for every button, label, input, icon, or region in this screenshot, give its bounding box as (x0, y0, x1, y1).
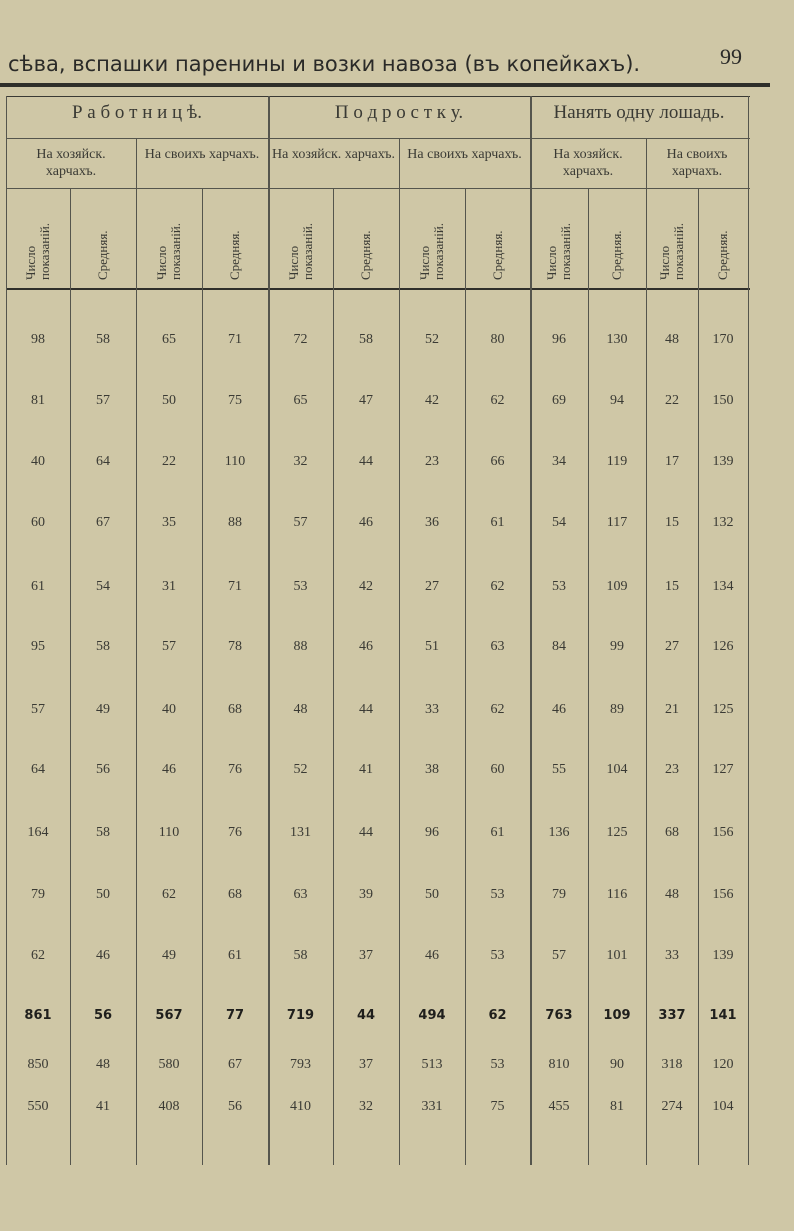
table-cell: 27 (665, 639, 679, 654)
table-cell: 46 (425, 948, 439, 963)
table-cell: 850 (27, 1057, 49, 1072)
table-cell: 39 (359, 887, 373, 902)
column-header-line: Число (417, 245, 432, 280)
column-line (268, 96, 270, 1165)
column-header-line: показаній. (299, 222, 315, 280)
table-cell: 49 (162, 948, 176, 963)
table-cell: 42 (425, 393, 439, 408)
total-cell: 62 (488, 1008, 507, 1023)
column-header: Средняя. (489, 230, 505, 280)
column-header (418, 188, 446, 280)
table-cell: 62 (490, 579, 505, 594)
table-cell: 75 (228, 393, 242, 408)
table-cell: 36 (425, 515, 439, 530)
table-cell: 58 (96, 639, 110, 654)
table-cell: 66 (490, 454, 505, 469)
table-cell: 75 (490, 1099, 505, 1114)
table-cell: 54 (552, 515, 566, 530)
table-cell: 52 (293, 762, 308, 777)
subgroup-header: На своихъ харчахъ. (407, 147, 522, 162)
table-cell: 88 (228, 515, 242, 530)
table-cell: 96 (425, 825, 439, 840)
table-cell: 15 (665, 515, 679, 530)
table-cell: 15 (665, 579, 679, 594)
table-cell: 57 (552, 948, 566, 963)
table-cell: 136 (548, 825, 570, 840)
table-cell: 116 (606, 887, 628, 902)
column-header: Средняя. (609, 230, 624, 280)
table-cell: 65 (293, 393, 308, 408)
table-cell: 62 (490, 702, 505, 717)
table-cell: 46 (162, 762, 176, 777)
table-cell: 22 (162, 454, 176, 469)
table-cell: 120 (712, 1057, 734, 1072)
table-cell: 79 (552, 887, 566, 902)
column-header: Средняя. (227, 230, 242, 280)
table-cell: 47 (359, 393, 373, 408)
subgroup-header: На хозяйск. харчахъ. (36, 147, 106, 179)
table-cell: 101 (606, 948, 628, 963)
column-header-line: показаній. (431, 222, 446, 280)
top-rule (0, 83, 770, 87)
table-cell: 41 (359, 762, 373, 777)
table-cell: 55 (552, 762, 566, 777)
table-cell: 98 (31, 332, 45, 347)
table-cell: 104 (606, 762, 628, 777)
table-cell: 274 (661, 1099, 683, 1114)
table-cell: 64 (31, 762, 45, 777)
table-cell: 132 (712, 515, 734, 530)
table-cell: 52 (425, 332, 439, 347)
table-cell: 125 (606, 825, 628, 840)
table-cell: 89 (610, 702, 624, 717)
table-cell: 58 (96, 332, 110, 347)
table-cell: 56 (228, 1099, 242, 1114)
table-cell: 42 (359, 579, 373, 594)
column-header (658, 188, 686, 280)
table-cell: 71 (228, 579, 242, 594)
table-top-line (6, 96, 750, 97)
table-cell: 60 (31, 515, 45, 530)
group-divider (6, 138, 750, 139)
table-cell: 410 (290, 1099, 311, 1114)
total-cell: 567 (155, 1008, 183, 1023)
column-header (545, 188, 573, 280)
table-cell: 80 (490, 332, 505, 347)
total-cell: 763 (545, 1008, 573, 1023)
table-cell: 62 (31, 948, 45, 963)
table-cell: 44 (359, 825, 373, 840)
table-cell: 156 (712, 825, 734, 840)
table-cell: 44 (359, 702, 373, 717)
table-cell: 33 (665, 948, 679, 963)
table-cell: 126 (712, 639, 734, 654)
table-cell: 793 (290, 1057, 311, 1072)
table-cell: 110 (224, 454, 246, 469)
table-cell: 79 (31, 887, 45, 902)
column-header-line: Число (544, 245, 559, 280)
table-cell: 134 (712, 579, 734, 594)
table-cell: 150 (712, 393, 734, 408)
running-head: сѣва, вспашки паренины и возки навоза (въ копейкахъ). (8, 52, 641, 76)
header-bottom-rule (6, 288, 750, 290)
column-header-line: Число (23, 245, 38, 280)
table-cell: 61 (31, 579, 45, 594)
table-cell: 32 (293, 454, 308, 469)
table-cell: 78 (228, 639, 242, 654)
table-cell: 50 (425, 887, 439, 902)
table-cell: 62 (490, 393, 505, 408)
table-cell: 131 (290, 825, 311, 840)
subgroup-header: На своихъ харчахъ. (144, 147, 260, 162)
table-cell: 49 (96, 702, 110, 717)
total-cell: 719 (286, 1008, 315, 1023)
column-header: Средняя. (358, 230, 373, 280)
column-header-line: Число (657, 245, 672, 280)
total-cell: 494 (418, 1008, 446, 1023)
table-cell: 550 (27, 1099, 49, 1114)
table-cell: 54 (96, 579, 110, 594)
table-cell: 67 (228, 1057, 242, 1072)
table-cell: 331 (421, 1099, 443, 1114)
subgroup-header: На хозяйск. харчахъ. (553, 147, 623, 179)
table-cell: 455 (548, 1099, 570, 1114)
table-cell: 76 (228, 825, 242, 840)
table-cell: 58 (96, 825, 110, 840)
table-cell: 57 (162, 639, 176, 654)
table-cell: 65 (162, 332, 176, 347)
table-cell: 48 (293, 702, 308, 717)
table-cell: 58 (293, 948, 308, 963)
table-cell: 38 (425, 762, 439, 777)
column-header (24, 188, 52, 280)
column-line (530, 96, 532, 1165)
column-line (748, 96, 749, 1165)
table-cell: 34 (552, 454, 566, 469)
column-header (287, 188, 315, 280)
table-cell: 46 (552, 702, 566, 717)
table-cell: 61 (490, 515, 505, 530)
page-number: 99 (720, 44, 742, 69)
table-cell: 88 (293, 639, 308, 654)
table-cell: 33 (425, 702, 439, 717)
total-cell: 109 (603, 1008, 631, 1023)
table-cell: 61 (490, 825, 505, 840)
group-header: Нанять одну лошадь. (553, 102, 725, 123)
group-header: П о д р о с т к у. (334, 102, 464, 123)
table-cell: 104 (712, 1099, 734, 1114)
total-cell: 56 (93, 1008, 113, 1023)
column-line (6, 96, 7, 1165)
table-cell: 57 (293, 515, 308, 530)
table-cell: 53 (490, 1057, 505, 1072)
table-cell: 57 (31, 702, 45, 717)
column-header: Средняя. (715, 230, 730, 280)
column-header-line: Число (154, 245, 169, 280)
table-cell: 53 (490, 948, 505, 963)
table-cell: 156 (712, 887, 734, 902)
table-cell: 31 (162, 579, 176, 594)
table-cell: 48 (665, 332, 679, 347)
table-cell: 23 (665, 762, 679, 777)
table-cell: 46 (359, 515, 373, 530)
table-cell: 21 (665, 702, 679, 717)
total-cell: 141 (709, 1008, 737, 1023)
table-cell: 69 (552, 393, 566, 408)
table-cell: 40 (162, 702, 176, 717)
table-cell: 72 (293, 332, 308, 347)
table-cell: 99 (610, 639, 624, 654)
table-cell: 119 (606, 454, 628, 469)
table-cell: 46 (359, 639, 373, 654)
table-cell: 139 (712, 454, 734, 469)
table-cell: 51 (425, 639, 439, 654)
table-cell: 44 (359, 454, 373, 469)
column-header-line: показаній. (168, 222, 183, 280)
column-header: Средняя. (95, 230, 110, 280)
table-cell: 35 (162, 515, 176, 530)
table-cell: 164 (27, 825, 49, 840)
table-cell: 64 (96, 454, 110, 469)
table-cell: 62 (162, 887, 176, 902)
table-cell: 32 (359, 1099, 373, 1114)
subgroup-divider (6, 188, 750, 189)
table-cell: 130 (606, 332, 628, 347)
total-cell: 44 (356, 1008, 376, 1023)
table-cell: 48 (96, 1057, 110, 1072)
table-cell: 76 (228, 762, 242, 777)
table-cell: 37 (359, 1057, 373, 1072)
table-cell: 53 (293, 579, 308, 594)
table-cell: 48 (665, 887, 679, 902)
table-cell: 68 (228, 887, 242, 902)
table-cell: 68 (228, 702, 242, 717)
table-cell: 810 (548, 1057, 570, 1072)
table-cell: 513 (421, 1057, 443, 1072)
table-cell: 53 (552, 579, 566, 594)
table-cell: 95 (31, 639, 45, 654)
subgroup-header: На хозяйск. харчахъ. (272, 147, 395, 162)
total-cell: 861 (24, 1008, 52, 1023)
table-cell: 61 (228, 948, 242, 963)
total-cell: 337 (658, 1008, 686, 1023)
table-cell: 53 (490, 887, 505, 902)
column-header-line: показаній. (37, 222, 52, 280)
table-cell: 81 (31, 393, 45, 408)
table-cell: 110 (158, 825, 180, 840)
column-header-line: Число (285, 245, 301, 280)
table-cell: 57 (96, 393, 110, 408)
table-cell: 109 (606, 579, 628, 594)
table-cell: 22 (665, 393, 679, 408)
table-cell: 318 (661, 1057, 683, 1072)
table-cell: 41 (96, 1099, 110, 1114)
table-cell: 125 (712, 702, 734, 717)
table-cell: 58 (359, 332, 373, 347)
table-cell: 37 (359, 948, 373, 963)
table-cell: 71 (228, 332, 242, 347)
table-cell: 63 (490, 639, 505, 654)
table-cell: 90 (610, 1057, 624, 1072)
table-cell: 170 (712, 332, 734, 347)
table-cell: 96 (552, 332, 566, 347)
table-cell: 580 (158, 1057, 180, 1072)
table-cell: 63 (293, 887, 308, 902)
group-header: Р а б о т н и ц ѣ. (71, 102, 203, 123)
table-cell: 139 (712, 948, 734, 963)
table-cell: 67 (96, 515, 110, 530)
table-cell: 50 (162, 393, 176, 408)
table-cell: 56 (96, 762, 110, 777)
table-cell: 46 (96, 948, 110, 963)
table-cell: 84 (552, 639, 566, 654)
table-cell: 68 (665, 825, 679, 840)
subgroup-header: На своихъ харчахъ. (666, 147, 728, 179)
table-cell: 50 (96, 887, 110, 902)
table-cell: 17 (665, 454, 679, 469)
column-header-line: показаній. (558, 222, 573, 280)
total-cell: 77 (225, 1008, 245, 1023)
table-cell: 60 (490, 762, 505, 777)
table-cell: 127 (712, 762, 734, 777)
table-cell: 23 (425, 454, 439, 469)
column-header-line: показаній. (671, 222, 686, 280)
table-cell: 81 (610, 1099, 624, 1114)
column-header (155, 188, 183, 280)
table-cell: 94 (610, 393, 624, 408)
table-cell: 40 (31, 454, 45, 469)
table-cell: 408 (158, 1099, 180, 1114)
table-cell: 117 (606, 515, 628, 530)
table-cell: 27 (425, 579, 439, 594)
